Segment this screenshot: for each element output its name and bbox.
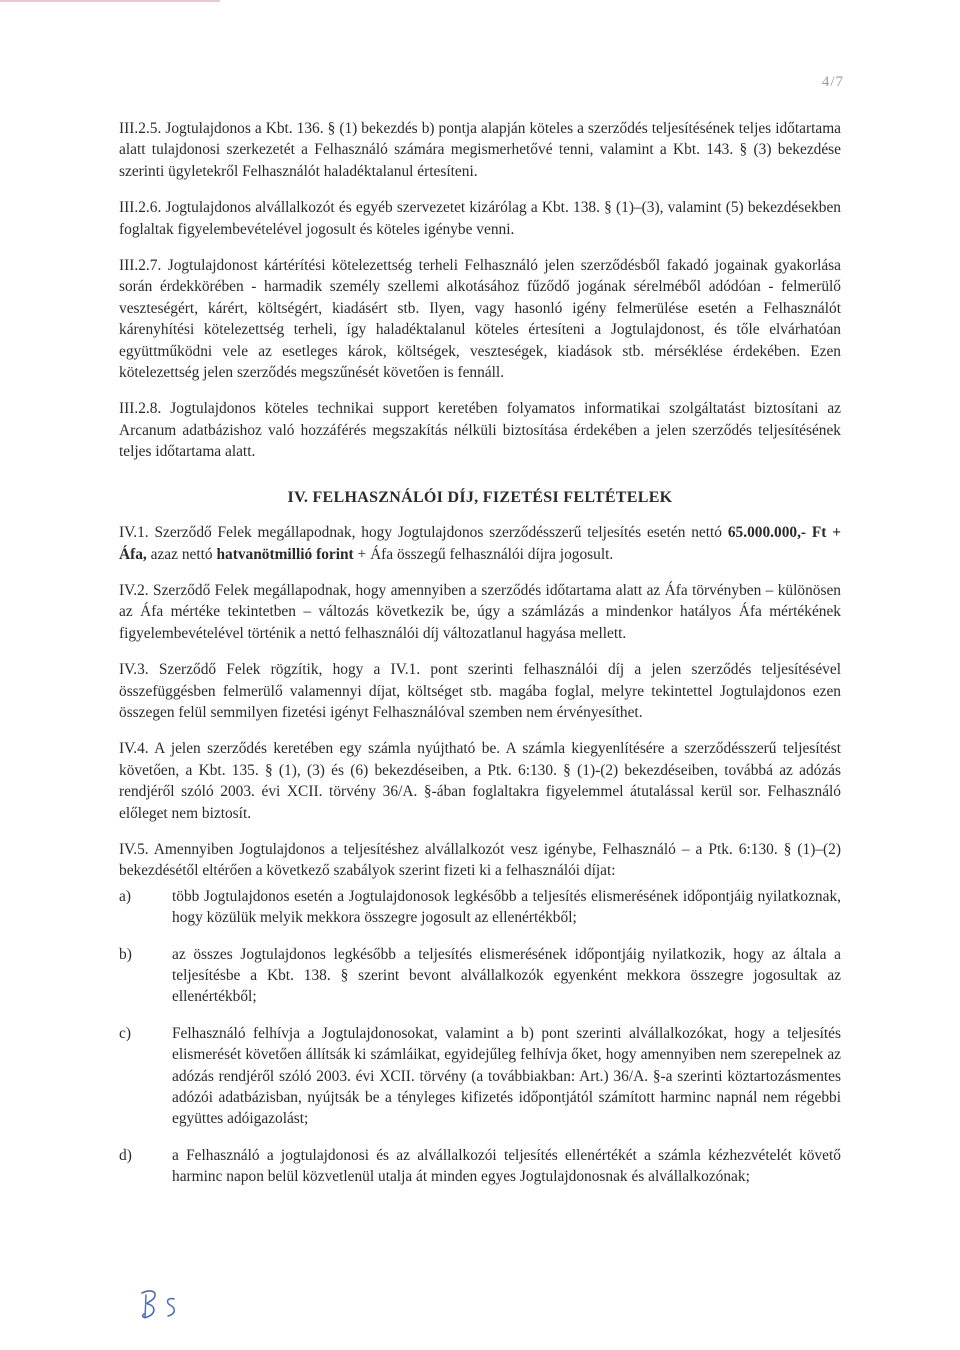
paragraph-iv-1	[119, 522, 841, 565]
paragraph-iv-2: IV.2. Szerződő Felek megállapodnak, hogy amennyiben a szerződés időtartama alatt az Áfa törvényben – különösen az Áfa mértéke tekintetben – változás következik be, úgy a számlázás a mindenkor hatályos Áfa mértékének figyelembevételével történik a nettó felhasználói díj változatlanul hagyása mellett.	[119, 581, 841, 642]
paragraph-iii-2-7: III.2.7. Jogtulajdonost kártérítési kötelezettség terheli Felhasználó jelen szerződésből fakadó jogainak gyakorlása során érdekkörében - harmadik személy szellemi alkotásához fűződő jogának sérelméből adódóan - felmerülő veszteségért, kárért, költségért, kiadásért stb. Ilyen, vagy hasonló igény felmerülése esetén a Felhasználót kárenyhítési kötelezettség terheli, így haladéktalanul köteles értesíteni a Jogtulajdonost, és tőle elvárhatóan együttműködni vele az esetleges károk, költségek, veszteségek, kiadások stb. mérséklése érdekében. Ezen kötelezettség jelen szerződés megszűnését követően is fennáll.	[119, 257, 841, 382]
list-item	[119, 886, 841, 929]
list-item-text: Felhasználó felhívja a Jogtulajdonosokat, valamint a b) pont szerinti alvállalkozókat, hogy a teljesítés elismerését követően állítsák ki számláikat, egyidejűleg felhívja őket, hogy amennyiben nem szerepelnek az adózás rendjéről szóló 2003. évi XCII. törvény (a továbbiakban: Art.) 36/A. §-a szerinti köztartozásmentes adózói adatbázisban, nyújtsák be a tényleges kifizetés időpontjától számított harminc napnál nem régebbi együttes adóigazolást;	[172, 1024, 841, 1128]
payment-rules-list	[119, 886, 841, 1188]
page-number: 4/7	[821, 74, 844, 90]
list-item-text: több Jogtulajdonos esetén a Jogtulajdonosok legkésőbb a teljesítés elismerésének időpontjáig nyilatkoznak, hogy közülük melyik mekkora összegre jogosult az ellenértékből;	[172, 887, 841, 927]
list-item-label: b)	[119, 945, 132, 963]
list-item-text: a Felhasználó a jogtulajdonosi és az alvállalkozói teljesítés ellenértékét a számla kézhezvételét követő harminc napon belül közvetlenül utalja át minden egyes Jogtulajdonosnak és alvállalkozónak;	[172, 1146, 841, 1186]
paragraph-iv-4: IV.4. A jelen szerződés keretében egy számla nyújtható be. A számla kiegyenlítésére a szerződésszerű teljesítést követően, a Kbt. 135. § (1), (3) és (6) bekezdéseiben, a Ptk. 6:130. § (1)-(2) bekezdéseiben, továbbá az adózás rendjéről szóló 2003. évi XCII. törvény 36/A. §-ában foglaltakra figyelemmel átutalással kerül sor. Felhasználó előleget nem biztosít.	[119, 740, 841, 822]
paragraph-iv-1-text-a: IV.1. Szerződő Felek megállapodnak, hogy Jogtulajdonos szerződésszerű teljesítés esetén nettó	[119, 524, 728, 542]
list-item-label: d)	[119, 1146, 132, 1164]
paragraph-iv-5: IV.5. Amennyiben Jogtulajdonos a teljesítéshez alvállalkozót vesz igénybe, Felhasználó – a Ptk. 6:130. § (1)–(2) bekezdésétől eltérően a következő szabályok szerint fizeti ki a felhasználói díjat:	[119, 840, 841, 880]
list-item	[119, 1023, 841, 1130]
section-heading-iv: IV. FELHASZNÁLÓI DÍJ, FIZETÉSI FELTÉTELEK	[287, 488, 673, 506]
list-item	[119, 1145, 841, 1188]
list-item	[119, 944, 841, 1008]
amount-figure: 65.000.000,- Ft + Áfa,	[119, 524, 841, 563]
amount-words: hatvanötmillió forint	[216, 545, 354, 563]
top-edge-mark	[0, 0, 220, 2]
paragraph-iii-2-5: III.2.5. Jogtulajdonos a Kbt. 136. § (1) bekezdés b) pontja alapján köteles a szerződés teljesítésének teljes időtartama alatt tulajdonosi szerkezetét a Felhasználó számára megismerhetővé tenni, valamint a Kbt. 143. § (3) bekezdése szerinti ügyletekről Felhasználót haladéktalanul értesíteni.	[119, 120, 841, 180]
paragraph-iv-1-text-c: azaz nettó	[146, 545, 217, 563]
list-item-label: a)	[119, 887, 131, 905]
handwritten-initials-signature	[136, 1285, 196, 1325]
paragraph-iii-2-6: III.2.6. Jogtulajdonos alvállalkozót és egyéb szervezetet kizárólag a Kbt. 138. § (1)–(3), valamint (5) bekezdésekben foglaltak figyelembevételével jogosult és köteles igénybe venni.	[119, 199, 841, 238]
paragraph-iii-2-8: III.2.8. Jogtulajdonos köteles technikai support keretében folyamatos informatikai szolgáltatást biztosítani az Arcanum adatbázishoz való hozzáférés megszakítás nélküli biztosítása érdekében a jelen szerződés teljesítésének teljes időtartama alatt.	[119, 400, 841, 461]
paragraph-iv-3: IV.3. Szerződő Felek rögzítik, hogy a IV.1. pont szerinti felhasználói díj a jelen szerződés teljesítésével összefüggésben felmerülő valamennyi díjat, költséget stb. magába foglal, melyre tekintettel Jogtulajdonos ezen összegen felül semmilyen fizetési igényt Felhasználóval szemben nem érvényesíthet.	[119, 661, 841, 721]
document-body	[119, 118, 841, 1203]
list-item-label: c)	[119, 1024, 131, 1042]
list-item-text: az összes Jogtulajdonos legkésőbb a teljesítés elismerésének időpontjáig nyilatkozik, hogy az általa a teljesítésbe a Kbt. 138. § szerint bevont alvállalkozók egyenként mekkora összegre jogosultak az ellenértékből;	[172, 945, 841, 1006]
paragraph-iv-1-text-e: + Áfa összegű felhasználói díjra jogosult.	[353, 545, 614, 563]
